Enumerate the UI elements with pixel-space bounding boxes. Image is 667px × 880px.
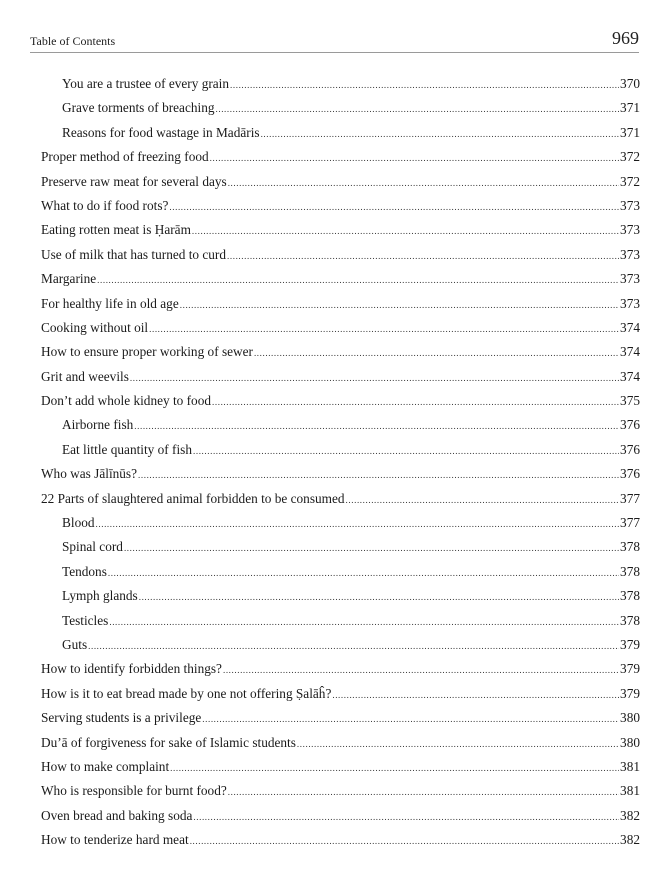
toc-entry-title: Reasons for food wastage in Madāris xyxy=(62,124,260,140)
dot-leader xyxy=(134,414,619,438)
toc-entry-page-number: 373 xyxy=(620,271,640,287)
toc-entry-title: Don’t add whole kidney to food xyxy=(41,393,212,409)
dot-leader xyxy=(170,756,619,780)
toc-entry-page-number: 381 xyxy=(620,758,640,774)
dot-leader xyxy=(202,707,619,731)
toc-entry-page-number: 372 xyxy=(620,173,640,189)
toc-entry-page-number: 380 xyxy=(620,734,640,750)
toc-entry xyxy=(41,609,640,633)
toc-entry xyxy=(41,779,640,803)
dot-leader xyxy=(254,341,619,365)
dot-leader xyxy=(261,122,619,146)
toc-entry xyxy=(41,682,640,706)
toc-entry-page-number: 376 xyxy=(620,466,640,482)
toc-entry xyxy=(41,194,640,218)
toc-entry-title: Grave torments of breaching xyxy=(62,100,215,116)
dot-leader xyxy=(190,829,619,853)
toc-entry-title: Airborne fish xyxy=(62,417,134,433)
toc-entry-page-number: 377 xyxy=(620,515,640,531)
dot-leader xyxy=(193,439,619,463)
toc-entry xyxy=(41,72,640,96)
dot-leader xyxy=(97,268,619,292)
toc-entry-title: Who is responsible for burnt food? xyxy=(41,783,227,799)
toc-entry-page-number: 381 xyxy=(620,783,640,799)
toc-entry-title: Testicles xyxy=(62,612,109,628)
dot-leader xyxy=(96,512,620,536)
toc-entry xyxy=(41,413,640,437)
toc-entry-page-number: 370 xyxy=(620,76,640,91)
toc-entry-page-number: 373 xyxy=(620,295,640,311)
toc-entry-title: How is it to eat bread made by one not offering Ṣalāĥ? xyxy=(41,685,332,701)
toc-entry-page-number: 374 xyxy=(620,368,640,384)
dot-leader xyxy=(297,732,619,756)
toc-entry-page-number: 375 xyxy=(620,393,640,409)
toc-entry xyxy=(41,365,640,389)
dot-leader xyxy=(169,195,619,219)
dot-leader xyxy=(210,146,619,170)
toc-entry xyxy=(41,535,640,559)
toc-entry-title: Cooking without oil xyxy=(41,319,149,335)
toc-entry-title: How to identify forbidden things? xyxy=(41,661,222,677)
dot-leader xyxy=(192,219,619,243)
dot-leader xyxy=(108,561,619,585)
toc-entry xyxy=(41,633,640,657)
toc-entry xyxy=(41,170,640,194)
toc-entry-title: Lymph glands xyxy=(62,588,138,604)
toc-entry-title: Blood xyxy=(62,515,95,531)
toc-entry-title: Eating rotten meat is Ḥarām xyxy=(41,222,191,238)
toc-entry-title: Preserve raw meat for several days xyxy=(41,173,227,189)
toc-entry-title: Spinal cord xyxy=(62,539,123,555)
toc-entry xyxy=(41,511,640,535)
toc-entry xyxy=(41,828,640,852)
header-page-number: 969 xyxy=(612,28,639,48)
toc-entry xyxy=(41,96,640,120)
toc-entry xyxy=(41,804,640,828)
toc-entry-title: Du’ā of forgiveness for sake of Islamic students xyxy=(41,734,296,750)
toc-entry-title: Oven bread and baking soda xyxy=(41,807,193,823)
toc-entry xyxy=(41,657,640,681)
dot-leader xyxy=(109,610,619,634)
toc-entry-title: For healthy life in old age xyxy=(41,295,179,311)
dot-leader xyxy=(227,244,619,268)
dot-leader xyxy=(230,73,619,97)
toc-entry-title: Proper method of freezing food xyxy=(41,149,209,165)
toc-entry xyxy=(41,731,640,755)
dot-leader xyxy=(88,634,619,658)
toc-entry-page-number: 380 xyxy=(620,710,640,726)
toc-entry-page-number: 378 xyxy=(620,539,640,555)
dot-leader xyxy=(130,366,619,390)
dot-leader xyxy=(332,683,619,707)
toc-entry-title: Who was Jālīnūs? xyxy=(41,466,138,482)
toc-entry-page-number: 371 xyxy=(620,124,640,140)
toc-entry-page-number: 378 xyxy=(620,563,640,579)
toc-entry-page-number: 378 xyxy=(620,612,640,628)
toc-entry-page-number: 374 xyxy=(620,344,640,360)
toc-entry xyxy=(41,316,640,340)
toc-entry xyxy=(41,755,640,779)
toc-entry xyxy=(41,145,640,169)
toc-entry xyxy=(41,560,640,584)
toc-entry-page-number: 373 xyxy=(620,222,640,238)
toc-entry xyxy=(41,243,640,267)
toc-entry-title: How to ensure proper working of sewer xyxy=(41,344,253,360)
dot-leader xyxy=(228,780,619,804)
toc-entry-page-number: 371 xyxy=(620,100,640,116)
dot-leader xyxy=(216,97,620,121)
toc-entry xyxy=(41,462,640,486)
toc-entry-page-number: 379 xyxy=(620,685,640,701)
toc-entry-page-number: 373 xyxy=(620,197,640,213)
toc-entry-title: How to tenderize hard meat xyxy=(41,832,189,848)
toc-entry-page-number: 372 xyxy=(620,149,640,165)
header-title: Table of Contents xyxy=(30,34,116,48)
toc-entry-title: Grit and weevils xyxy=(41,368,129,384)
toc-entry-page-number: 377 xyxy=(620,490,640,506)
toc-entry-page-number: 374 xyxy=(620,319,640,335)
toc-entry-page-number: 382 xyxy=(620,807,640,823)
toc-entry-page-number: 382 xyxy=(620,832,640,848)
dot-leader xyxy=(139,585,619,609)
toc-entry xyxy=(41,584,640,608)
toc-entry-title: Use of milk that has turned to curd xyxy=(41,246,227,262)
toc-entry xyxy=(41,706,640,730)
toc-entry-title: Tendons xyxy=(62,563,107,579)
toc-entry xyxy=(41,438,640,462)
toc-entry-title: Margarine xyxy=(41,271,97,287)
dot-leader xyxy=(228,171,619,195)
toc-entry-title: How to make complaint xyxy=(41,758,170,774)
toc-entry-title: What to do if food rots? xyxy=(41,197,169,213)
toc-entry xyxy=(41,340,640,364)
toc-entry-title: Serving students is a privilege xyxy=(41,710,202,726)
toc-entry-title: Eat little quantity of fish xyxy=(62,441,192,457)
dot-leader xyxy=(346,488,620,512)
toc-entry-title: 22 Parts of slaughtered animal forbidden to be consumed xyxy=(41,490,345,506)
toc-entry xyxy=(41,121,640,145)
dot-leader xyxy=(212,390,619,414)
dot-leader xyxy=(124,536,619,560)
toc-entry xyxy=(41,218,640,242)
toc-entry xyxy=(41,292,640,316)
table-of-contents-list xyxy=(41,72,640,853)
dot-leader xyxy=(149,317,619,341)
toc-entry-page-number: 379 xyxy=(620,661,640,677)
toc-entry-page-number: 376 xyxy=(620,441,640,457)
toc-entry xyxy=(41,487,640,511)
toc-entry xyxy=(41,389,640,413)
dot-leader xyxy=(223,658,619,682)
dot-leader xyxy=(138,463,619,487)
dot-leader xyxy=(193,805,619,829)
toc-entry-page-number: 373 xyxy=(620,246,640,262)
toc-entry-page-number: 376 xyxy=(620,417,640,433)
dot-leader xyxy=(180,293,619,317)
running-header xyxy=(30,20,639,53)
toc-entry-title: Guts xyxy=(62,636,88,652)
toc-entry-title: You are a trustee of every grain xyxy=(62,76,230,91)
toc-entry-page-number: 378 xyxy=(620,588,640,604)
toc-entry-page-number: 379 xyxy=(620,636,640,652)
toc-entry xyxy=(41,267,640,291)
